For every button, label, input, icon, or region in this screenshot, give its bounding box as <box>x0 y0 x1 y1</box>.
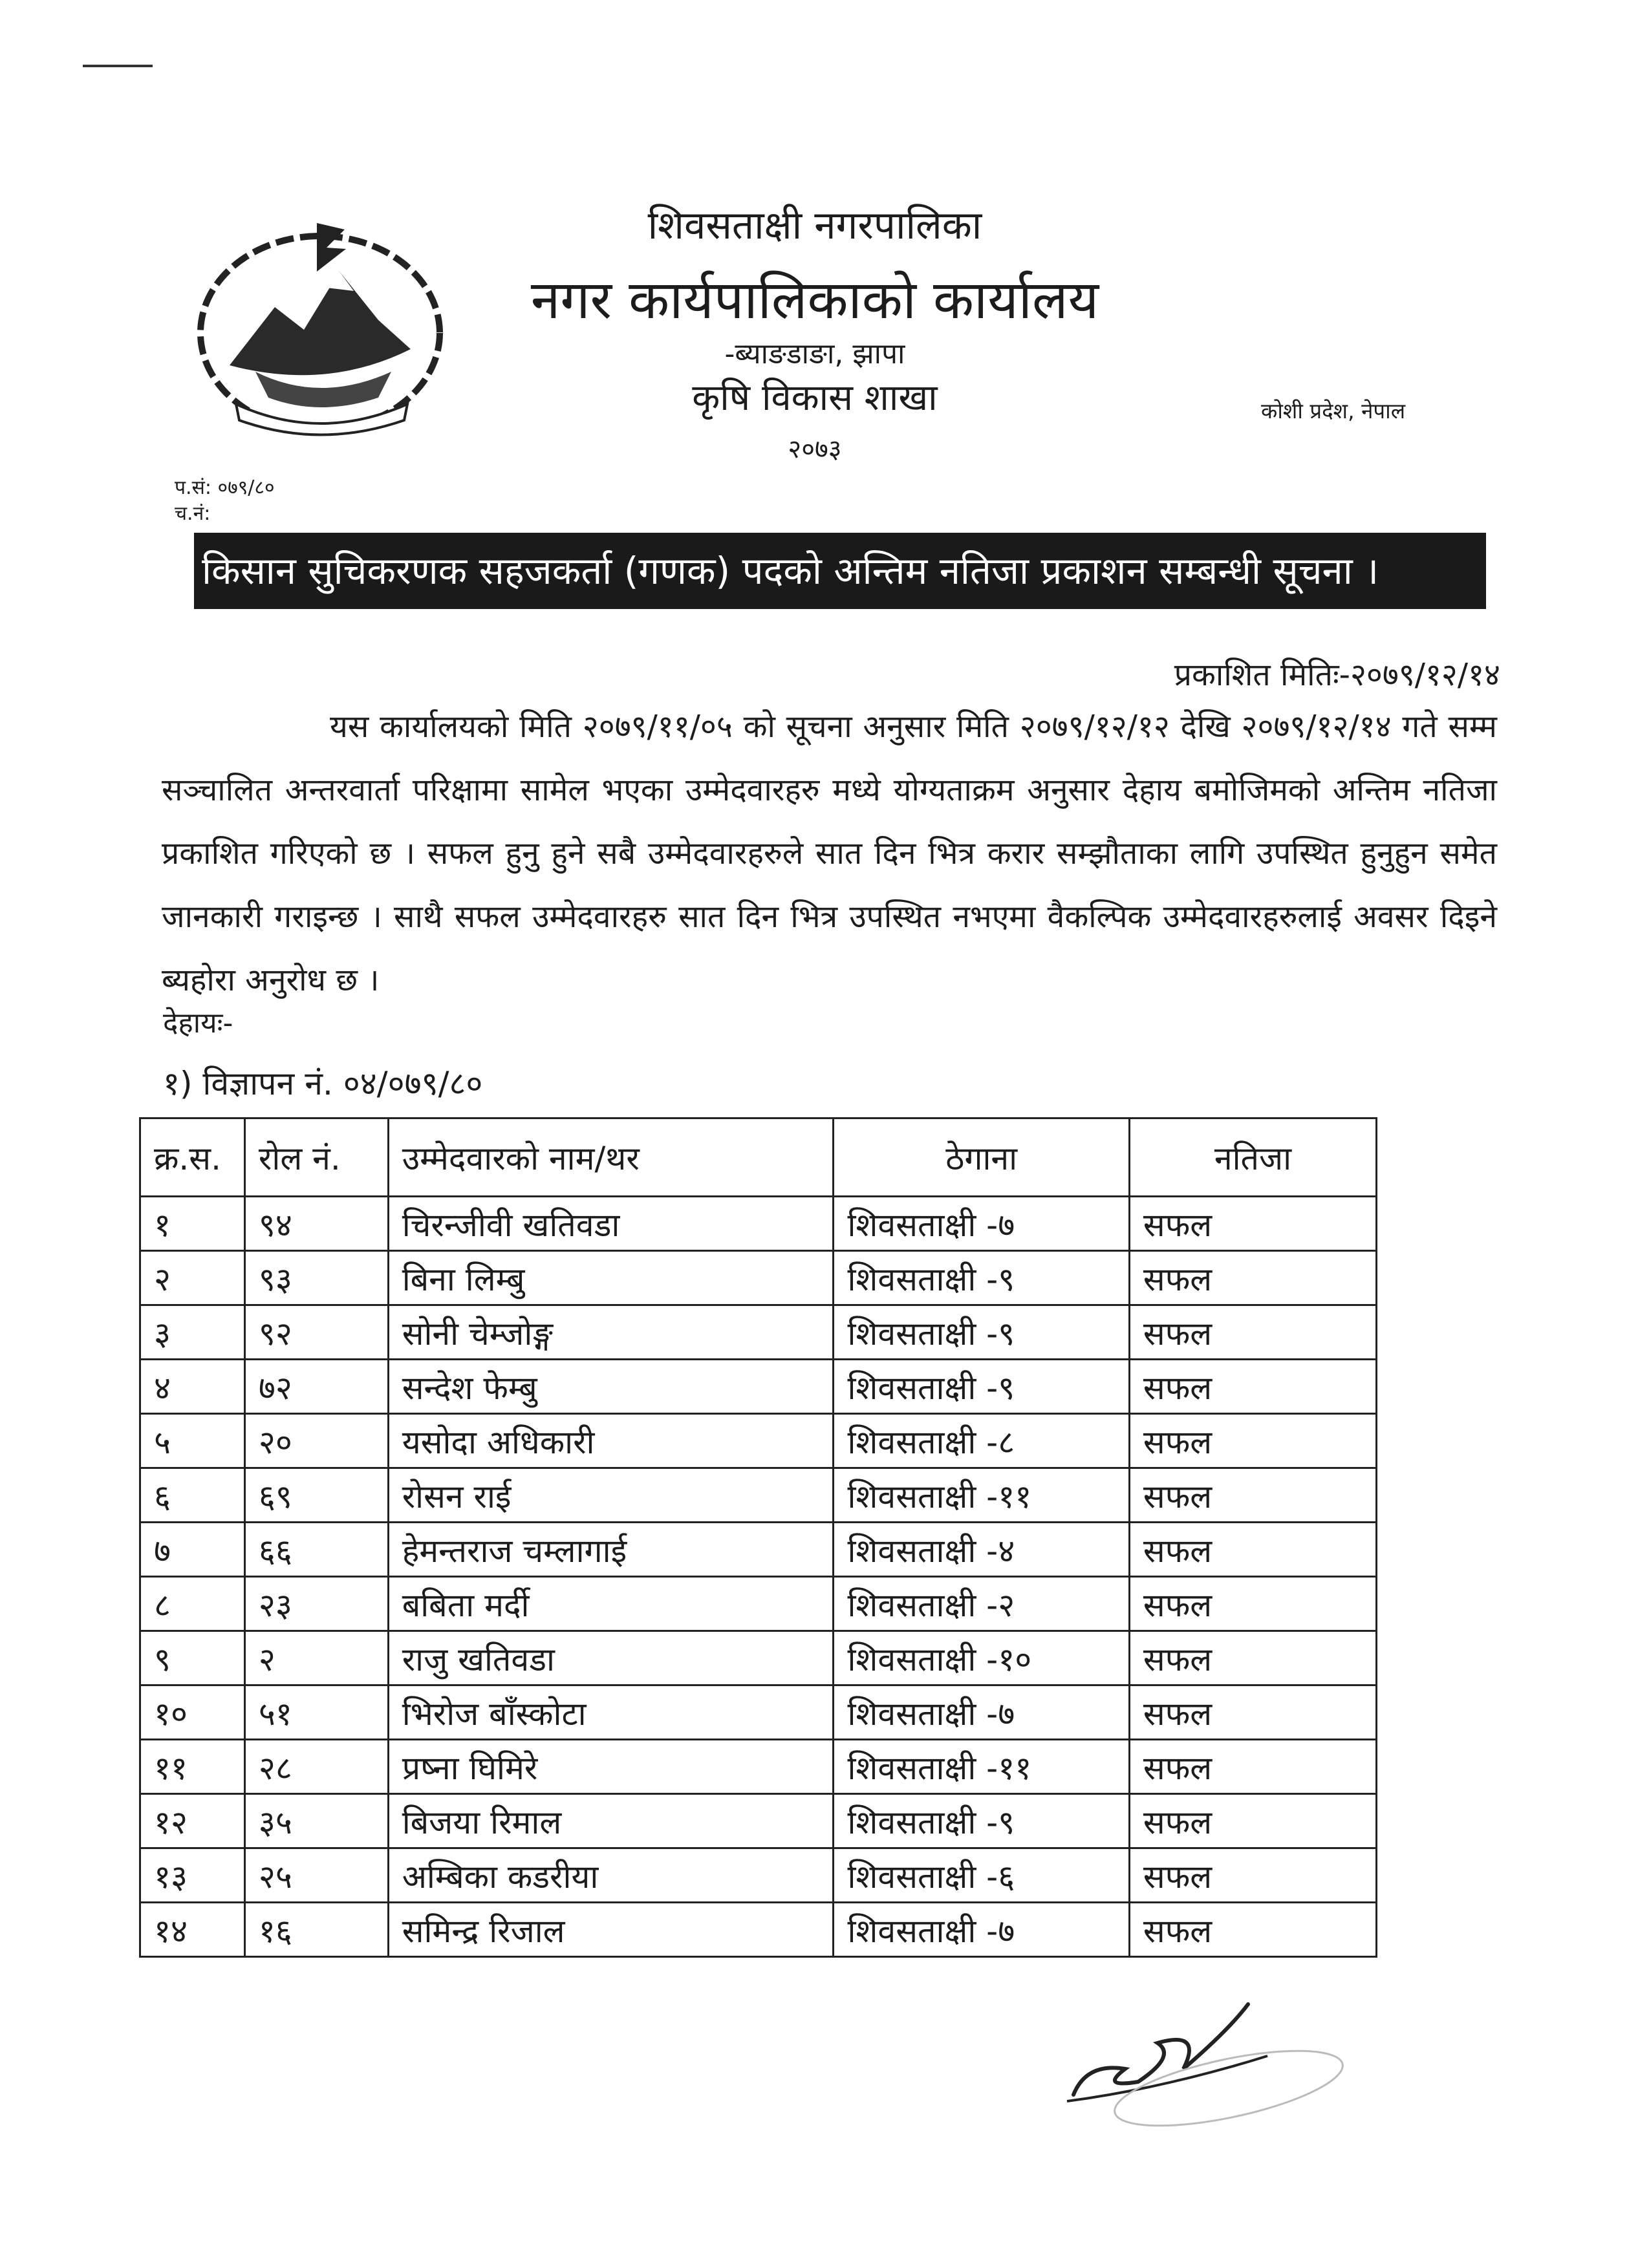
cell-serial: १ <box>140 1197 245 1251</box>
published-date: प्रकाशित मितिः-२०७९/१२/१४ <box>1174 657 1500 693</box>
cell-result: सफल <box>1129 1414 1376 1468</box>
office-name: नगर कार्यपालिकाको कार्यालय <box>530 270 1099 331</box>
advertisement-number: १) विज्ञापन नं. ०४/०७९/८० <box>163 1065 483 1102</box>
cell-roll: ९४ <box>244 1197 388 1251</box>
header-serial: क्र.स. <box>140 1118 245 1197</box>
scan-mark <box>83 65 153 67</box>
cell-address: शिवसताक्षी -९ <box>834 1794 1129 1848</box>
cell-result: सफल <box>1129 1251 1376 1305</box>
list-intro: देहायः- <box>163 1007 233 1040</box>
cell-serial: ४ <box>140 1360 245 1414</box>
cell-result: सफल <box>1129 1523 1376 1577</box>
cell-address: शिवसताक्षी -११ <box>834 1468 1129 1523</box>
province: कोशी प्रदेश, नेपाल <box>1261 398 1406 423</box>
cell-address: शिवसताक्षी -९ <box>834 1305 1129 1360</box>
cell-roll: २३ <box>244 1577 388 1631</box>
cell-roll: २ <box>244 1631 388 1685</box>
cell-address: शिवसताक्षी -१० <box>834 1631 1129 1685</box>
cell-roll: ९२ <box>244 1305 388 1360</box>
cell-result: सफल <box>1129 1740 1376 1794</box>
cell-roll: ७२ <box>244 1360 388 1414</box>
cell-serial: १० <box>140 1685 245 1740</box>
table-row <box>140 1903 1377 1957</box>
cell-address: शिवसताक्षी -९ <box>834 1360 1129 1414</box>
header-result: नतिजा <box>1129 1118 1376 1197</box>
establishment-year: २०७३ <box>788 434 842 464</box>
cell-result: सफल <box>1129 1848 1376 1903</box>
notice-title: किसान सुचिकरणक सहजकर्ता (गणक) पदको अन्तिम नतिजा प्रकाशन सम्बन्धी सूचना । <box>194 533 1486 609</box>
cell-roll: ३५ <box>244 1794 388 1848</box>
cell-roll: ५१ <box>244 1685 388 1740</box>
cell-serial: १२ <box>140 1794 245 1848</box>
cell-name: सन्देश फेम्बु <box>388 1360 834 1414</box>
cell-roll: २८ <box>244 1740 388 1794</box>
cell-result: सफल <box>1129 1903 1376 1957</box>
cell-name: प्रष्ना घिमिरे <box>388 1740 834 1794</box>
cell-name: बिजया रिमाल <box>388 1794 834 1848</box>
signature-icon <box>1035 1991 1358 2127</box>
cell-result: सफल <box>1129 1794 1376 1848</box>
cell-serial: ११ <box>140 1740 245 1794</box>
table-row <box>140 1251 1377 1305</box>
cell-address: शिवसताक्षी -८ <box>834 1414 1129 1468</box>
table-header-row <box>140 1118 1377 1197</box>
cell-serial: ९ <box>140 1631 245 1685</box>
reference-number: प.सं: ०७९/८० <box>175 476 275 499</box>
cell-address: शिवसताक्षी -७ <box>834 1903 1129 1957</box>
cell-result: सफल <box>1129 1197 1376 1251</box>
cell-address: शिवसताक्षी -७ <box>834 1685 1129 1740</box>
header-name: उम्मेदवारको नाम/थर <box>388 1118 834 1197</box>
cell-name: यसोदा अधिकारी <box>388 1414 834 1468</box>
cell-name: बिना लिम्बु <box>388 1251 834 1305</box>
header-roll: रोल नं. <box>244 1118 388 1197</box>
cell-name: भिरोज बाँस्कोटा <box>388 1685 834 1740</box>
cell-name: हेमन्तराज चम्लागाई <box>388 1523 834 1577</box>
cell-result: सफल <box>1129 1305 1376 1360</box>
cell-name: सोनी चेम्जोङ्ग <box>388 1305 834 1360</box>
table-row <box>140 1360 1377 1414</box>
cell-roll: १६ <box>244 1903 388 1957</box>
cell-serial: ५ <box>140 1414 245 1468</box>
cell-name: चिरन्जीवी खतिवडा <box>388 1197 834 1251</box>
cell-address: शिवसताक्षी -९ <box>834 1251 1129 1305</box>
cell-roll: ६६ <box>244 1523 388 1577</box>
nepal-emblem-icon <box>184 210 456 449</box>
cell-serial: ७ <box>140 1523 245 1577</box>
cell-serial: ३ <box>140 1305 245 1360</box>
results-table <box>139 1117 1377 1958</box>
table-row <box>140 1685 1377 1740</box>
cell-result: सफल <box>1129 1685 1376 1740</box>
cell-name: राजु खतिवडा <box>388 1631 834 1685</box>
branch-name: कृषि विकास शाखा <box>692 377 938 419</box>
municipality-name: शिवसताक्षी नगरपालिका <box>647 203 982 248</box>
cell-serial: १४ <box>140 1903 245 1957</box>
table-row <box>140 1468 1377 1523</box>
table-row <box>140 1523 1377 1577</box>
cell-serial: ८ <box>140 1577 245 1631</box>
table-row <box>140 1305 1377 1360</box>
cell-name: रोसन राई <box>388 1468 834 1523</box>
cell-result: सफल <box>1129 1631 1376 1685</box>
cell-serial: १३ <box>140 1848 245 1903</box>
table-row <box>140 1197 1377 1251</box>
table-row <box>140 1631 1377 1685</box>
table-row <box>140 1794 1377 1848</box>
table-row <box>140 1414 1377 1468</box>
cell-name: अम्बिका कडरीया <box>388 1848 834 1903</box>
office-address: -ब्याङडाङा, झापा <box>724 337 905 370</box>
cell-name: समिन्द्र रिजाल <box>388 1903 834 1957</box>
cell-address: शिवसताक्षी -२ <box>834 1577 1129 1631</box>
cell-address: शिवसताक्षी -४ <box>834 1523 1129 1577</box>
cell-address: शिवसताक्षी -७ <box>834 1197 1129 1251</box>
cell-result: सफल <box>1129 1468 1376 1523</box>
table-row <box>140 1848 1377 1903</box>
cell-name: बबिता मर्दी <box>388 1577 834 1631</box>
table-row <box>140 1577 1377 1631</box>
cell-serial: २ <box>140 1251 245 1305</box>
cell-serial: ६ <box>140 1468 245 1523</box>
notice-body: यस कार्यालयको मिति २०७९/११/०५ को सूचना अनुसार मिति २०७९/१२/१२ देखि २०७९/१२/१४ गते सम्म सञ्चालित अन्तरवार्ता परिक्षामा सामेल भएका उम्मेदवारहरु मध्ये योग्यताक्रम अनुसार देहाय बमोजिमको अन्तिम नतिजा प्रकाशित गरिएको छ । सफल हुनु हुने सबै उम्मेदवारहरुले सात दिन भित्र करार सम्झौताका लागि उपस्थित हुनुहुन समेत जानकारी गराइन्छ । साथै सफल उम्मेदवारहरु सात दिन भित्र उपस्थित नभएमा वैकल्पिक उम्मेदवारहरुलाई अवसर दिइने ब्यहोरा अनुरोध छ । <box>162 709 1497 998</box>
cell-result: सफल <box>1129 1577 1376 1631</box>
cell-roll: ६९ <box>244 1468 388 1523</box>
cell-address: शिवसताक्षी -६ <box>834 1848 1129 1903</box>
table-row <box>140 1740 1377 1794</box>
dispatch-number: च.नं: <box>175 502 211 525</box>
cell-result: सफल <box>1129 1360 1376 1414</box>
cell-roll: २० <box>244 1414 388 1468</box>
cell-roll: २५ <box>244 1848 388 1903</box>
cell-roll: ९३ <box>244 1251 388 1305</box>
cell-address: शिवसताक्षी -११ <box>834 1740 1129 1794</box>
header-address: ठेगाना <box>834 1118 1129 1197</box>
